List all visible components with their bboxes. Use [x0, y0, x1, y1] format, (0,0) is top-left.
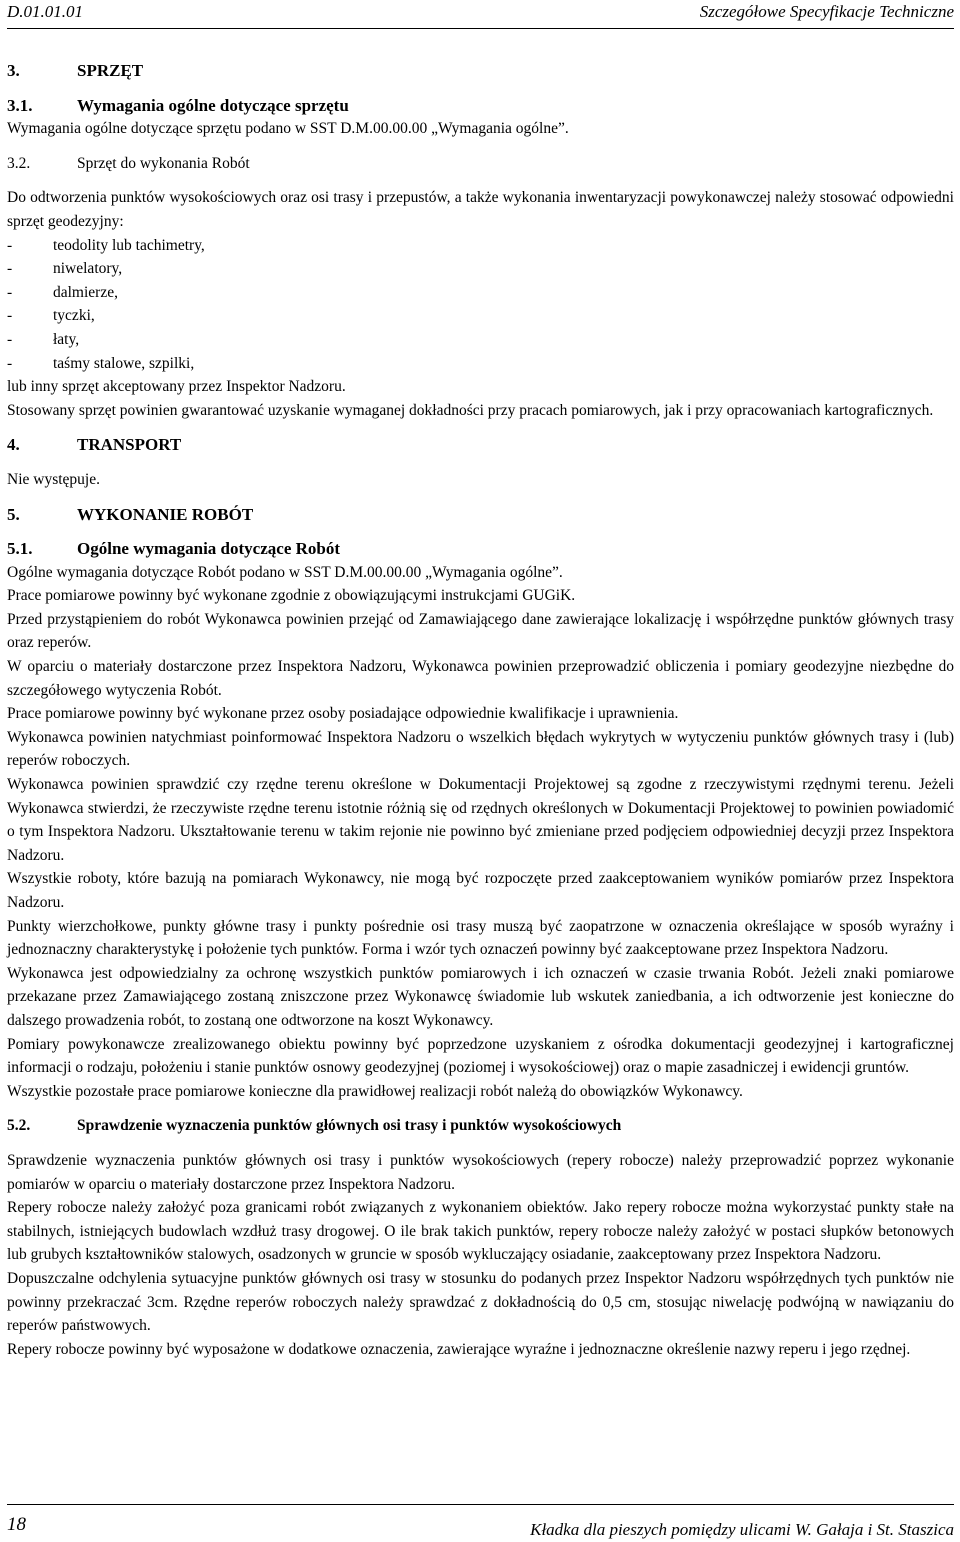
paragraph: Prace pomiarowe powinny być wykonane przez osoby posiadające odpowiednie kwalifikacje i uprawnienia.	[7, 705, 679, 723]
heading-section-3-1: 3.1. Wymagania ogólne dotyczące sprzętu	[7, 95, 349, 115]
footer-project-title: Kładka dla pieszych pomiędzy ulicami W. Gałaja i St. Staszica	[530, 1520, 954, 1539]
heading-section-3: 3. SPRZĘT	[7, 61, 144, 80]
heading-section-4: 4. TRANSPORT	[7, 435, 182, 455]
paragraph: Do odtworzenia punktów wysokościowych oraz osi trasy i przepustów, a także wykonania inwentaryzacji powykonawczej należy stosować odpowiedni sprzęt geodezyjny:	[7, 189, 954, 230]
header-doc-title: Szczegółowe Specyfikacje Techniczne	[699, 2, 954, 21]
paragraph: Ogólne wymagania dotyczące Robót podano w SST D.M.00.00.00 „Wymagania ogólne”.	[7, 563, 563, 581]
list-item: - łaty,	[7, 330, 80, 348]
document-body	[7, 59, 954, 1361]
page-header	[7, 0, 954, 29]
list-item: - taśmy stalowe, szpilki,	[7, 354, 195, 372]
page-footer	[7, 1504, 954, 1541]
paragraph: Prace pomiarowe powinny być wykonane zgodnie z obowiązującymi instrukcjami GUGiK.	[7, 587, 576, 605]
heading-section-5: 5. WYKONANIE ROBÓT	[7, 504, 254, 524]
heading-section-3-2: 3.2. Sprzęt do wykonania Robót	[7, 154, 250, 172]
paragraph: Stosowany sprzęt powinien gwarantować uzyskanie wymaganej dokładności przy pracach pomiarowych, jak i przy opracowaniach kartograficznych.	[7, 401, 934, 419]
heading-section-5-1: 5.1. Ogólne wymagania dotyczące Robót	[7, 539, 341, 559]
list-item: - tyczki,	[7, 307, 95, 325]
paragraph: Wykonawca powinien natychmiast poinformować Inspektora Nadzoru o wszelkich błędach wykrytych w wytyczeniu punktów głównych trasy i (lub) reperów roboczych.	[7, 728, 954, 770]
paragraph: Repery robocze powinny być wyposażone w dodatkowe oznaczenia, zawierające wyraźne i jednoznaczne określenie nazwy reperu i jego rzędnej.	[7, 1340, 911, 1358]
list-item: - dalmierze,	[7, 283, 118, 301]
paragraph: Wszystkie pozostałe prace pomiarowe konieczne dla prawidłowej realizacji robót należą do obowiązków Wykonawcy.	[7, 1082, 743, 1100]
paragraph: Pomiary powykonawcze zrealizowanego obiektu powinny być poprzedzone uzyskaniem z ośrodka dokumentacji geodezyjnej i kartograficznej informacji o rodzaju, położeniu i stanie punktów osnowy geodezyjnej (poziomej i wysokościowej) oraz o mapie zasadniczej i ewidencji gruntów.	[7, 1035, 954, 1077]
heading-section-5-2: 5.2. Sprawdzenie wyznaczenia punktów głównych osi trasy i punktów wysokościowych	[7, 1117, 622, 1135]
paragraph: lub inny sprzęt akceptowany przez Inspektor Nadzoru.	[7, 378, 346, 396]
paragraph: Przed przystąpieniem do robót Wykonawca powinien przejąć od Zamawiającego dane zawierające lokalizację i współrzędne punktów głównych trasy oraz reperów.	[7, 610, 954, 652]
header-doc-code: D.01.01.01	[7, 2, 84, 21]
paragraph: Punkty wierzchołkowe, punkty główne trasy i punkty pośrednie osi trasy muszą być zaopatrzone w oznaczenia określające w sposób wyraźny i jednoznaczny charakterystykę i położenie tych punktów. Forma i wzór tych oznaczeń powinny być zaakceptowane przez Inspektora Nadzoru.	[7, 917, 954, 959]
list-item: - teodolity lub tachimetry,	[7, 236, 205, 254]
paragraph: Nie występuje.	[7, 470, 100, 488]
paragraph: Repery robocze należy założyć poza granicami robót związanych z wykonaniem obiektów. Jako repery robocze można wykorzystać punkty stałe na stabilnych, istniejących budowlach wzdłuż trasy drogowej. O ile brak takich punktów, repery robocze należy założyć w postaci słupków betonowych lub grubych kształtowników stalowych, osadzonych w gruncie w sposób wykluczający osiadanie, zaakceptowany przez Inspektora Nadzoru.	[7, 1199, 954, 1264]
paragraph: Wykonawca powinien sprawdzić czy rzędne terenu określone w Dokumentacji Projektowej są zgodne z rzeczywistymi rzędnymi terenu. Jeżeli Wykonawca stwierdzi, że rzeczywiste rzędne terenu istotnie różnią się od rzędnych określonych w Dokumentacji Projektowej to powinien powiadomić o tym Inspektora Nadzoru. Ukształtowanie terenu w takim rejonie nie powinno być zmieniane przed podjęciem odpowiedniej decyzji przez Inspektora Nadzoru.	[7, 776, 954, 864]
paragraph: Dopuszczalne odchylenia sytuacyjne punktów głównych osi trasy w stosunku do podanych przez Inspektor Nadzoru współrzędnych tych punktów nie powinny przekraczać 3cm. Rzędne reperów roboczych należy sprawdzać z dokładnością do 0,5 cm, stosując niwelację podwójną w nawiązaniu do reperów państwowych.	[7, 1269, 954, 1335]
list-item: - niwelatory,	[7, 260, 123, 278]
paragraph: Wszystkie roboty, które bazują na pomiarach Wykonawcy, nie mogą być rozpoczęte przed zaakceptowaniem wyników pomiarów przez Inspektora Nadzoru.	[7, 870, 954, 911]
paragraph: W oparciu o materiały dostarczone przez Inspektora Nadzoru, Wykonawca powinien przeprowadzić obliczenia i pomiary geodezyjne niezbędne do szczegółowego wytyczenia Robót.	[7, 658, 954, 699]
paragraph: Wymagania ogólne dotyczące sprzętu podano w SST D.M.00.00.00 „Wymagania ogólne”.	[7, 120, 569, 138]
paragraph: Sprawdzenie wyznaczenia punktów głównych osi trasy i punktów wysokościowych (repery robocze) należy przeprowadzić poprzez wykonanie pomiarów w oparciu o materiały dostarczone przez Inspektora Nadzoru.	[7, 1151, 954, 1193]
page-number: 18	[7, 1514, 26, 1535]
paragraph: Wykonawca jest odpowiedzialny za ochronę wszystkich punktów pomiarowych i ich oznaczeń w czasie trwania Robót. Jeżeli znaki pomiarowe przekazane przez Zamawiającego zostaną zniszczone przez Wykonawcę świadomie lub wskutek zaniedbania, a ich odtworzenie jest konieczne do dalszego prowadzenia robót, to zostaną one odtworzone na koszt Wykonawcy.	[7, 964, 954, 1029]
